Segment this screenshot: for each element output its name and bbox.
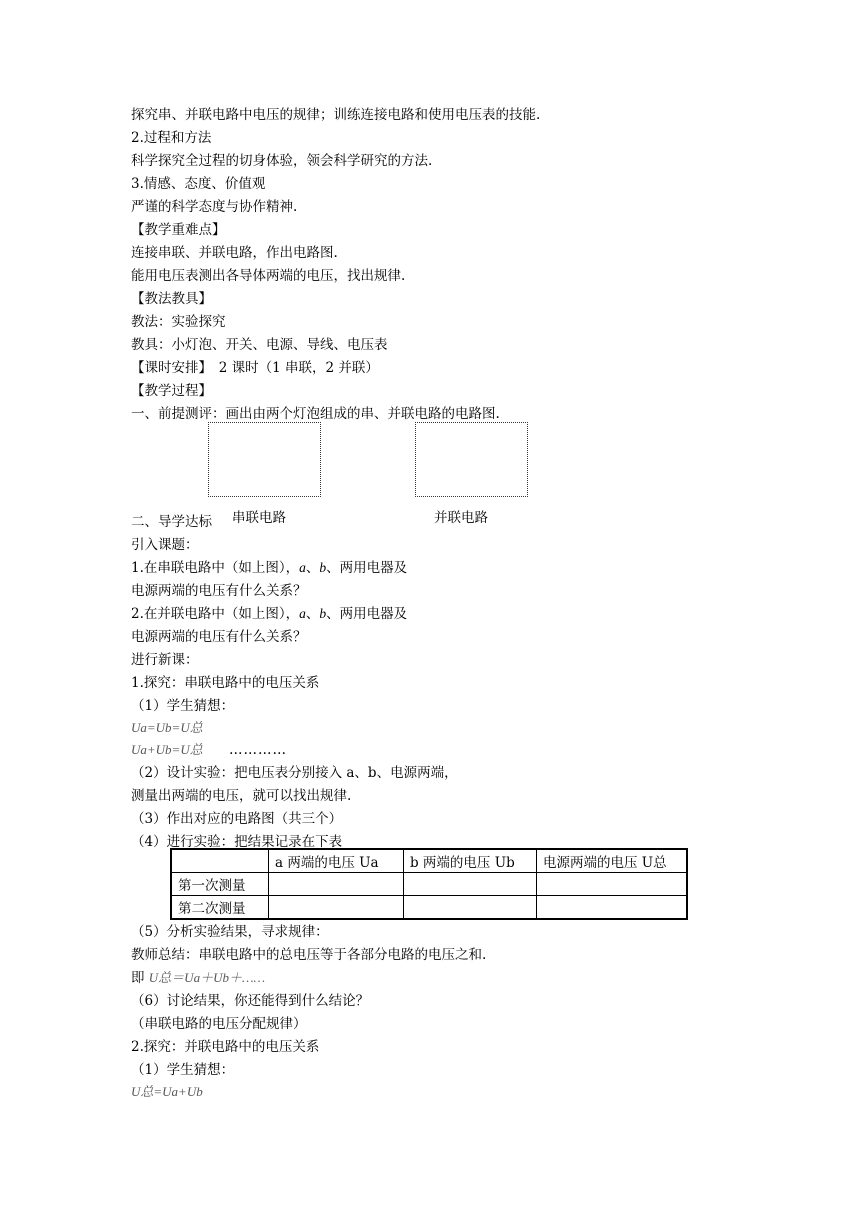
table-header-cell xyxy=(171,849,269,873)
section-heading: 【教学过程】 xyxy=(131,383,212,399)
section-heading: 【教学重难点】 xyxy=(131,222,226,238)
section-heading: 2.过程和方法 xyxy=(131,130,212,146)
variable-b: b xyxy=(319,606,327,621)
section-heading: 二、导学达标 xyxy=(131,514,212,530)
variable-a: a xyxy=(299,606,306,621)
table-cell xyxy=(404,873,537,896)
table-row-label: 第一次测量 xyxy=(171,873,269,896)
text-line: 教师总结：串联电路中的总电压等于各部分电路的电压之和. xyxy=(131,947,487,963)
variable-b: b xyxy=(319,560,327,575)
formula-guess-1: Ua=Ub=U总 xyxy=(131,720,203,735)
text-line: （1）学生猜想： xyxy=(131,698,235,714)
series-circuit-drawing-box xyxy=(208,422,321,497)
text-line: 一、前提测评：画出由两个灯泡组成的串、并联电路的电路图. xyxy=(131,406,500,422)
table-cell xyxy=(537,873,688,896)
text-line: 1.探究：串联电路中的电压关系 xyxy=(131,675,320,691)
parallel-circuit-drawing-box xyxy=(415,422,528,497)
separator: 、 xyxy=(326,560,340,576)
separator: 、 xyxy=(305,560,320,576)
summary-formula: U总＝Ua＋Ub＋…… xyxy=(148,970,266,985)
text-prefix: 即 xyxy=(131,970,149,986)
text-line: 连接串联、并联电路，作出电路图. xyxy=(131,245,338,261)
measurement-table xyxy=(170,848,688,920)
text-line: 能用电压表测出各导体两端的电压，找出规律. xyxy=(131,268,406,284)
series-circuit-caption: 串联电路 xyxy=(232,510,286,526)
summary-formula-line xyxy=(131,969,265,987)
text-line: 进行新课： xyxy=(131,652,199,668)
text-line: 严谨的科学态度与协作精神. xyxy=(131,199,298,215)
table-header-cell: 电源两端的电压 U总 xyxy=(537,849,688,873)
variable-a: a xyxy=(299,560,306,575)
text-line: 教法：实验探究 xyxy=(131,314,226,330)
section-heading: 3.情感、态度、价值观 xyxy=(131,176,266,192)
table-row-label: 第二次测量 xyxy=(171,896,269,920)
text-line: 电源两端的电压有什么关系？ xyxy=(131,583,307,599)
table-header-row xyxy=(171,849,687,873)
table-cell xyxy=(404,896,537,920)
text-line: （串联电路的电压分配规律） xyxy=(131,1016,307,1032)
parallel-circuit-caption: 并联电路 xyxy=(434,510,488,526)
section-heading: 【教法教具】 xyxy=(131,291,212,307)
text-line: （6）讨论结果，你还能得到什么结论？ xyxy=(131,993,370,1009)
question-text: 两用电器及 xyxy=(339,606,408,622)
text-line: 教具：小灯泡、开关、电源、导线、电压表 xyxy=(131,337,388,353)
question-text: 2.在并联电路中（如上图）， xyxy=(131,606,300,622)
table-header-cell: b 两端的电压 Ub xyxy=(404,849,537,873)
table-header-cell: a 两端的电压 Ua xyxy=(269,849,404,873)
text-line: 电源两端的电压有什么关系？ xyxy=(131,629,307,645)
section-heading: 【课时安排】 2 课时（1 串联，2 并联） xyxy=(131,360,379,376)
text-line: （5）分析实验结果，寻求规律： xyxy=(131,924,329,940)
text-line: （2）设计实验：把电压表分别接入 a、b、电源两端， xyxy=(131,765,458,781)
table-row xyxy=(171,896,687,920)
question-text: 1.在串联电路中（如上图）， xyxy=(131,560,300,576)
table-cell xyxy=(537,896,688,920)
table-cell xyxy=(269,873,404,896)
question-line xyxy=(131,605,407,623)
text-line: 探究串、并联电路中电压的规律；训练连接电路和使用电压表的技能. xyxy=(131,107,541,123)
text-line: （4）进行实验：把结果记录在下表 xyxy=(131,834,343,850)
text-line: 2.探究：并联电路中的电压关系 xyxy=(131,1039,320,1055)
text-line: 引入课题： xyxy=(131,537,199,553)
formula-parallel-guess: U总=Ua+Ub xyxy=(131,1084,203,1099)
formula-guess-2-line xyxy=(131,741,287,759)
text-line: （3）作出对应的电路图（共三个） xyxy=(131,811,343,827)
question-text: 两用电器及 xyxy=(339,560,408,576)
separator: 、 xyxy=(305,606,320,622)
ellipsis: ………… xyxy=(229,742,288,758)
formula-guess-2: Ua+Ub=U总 xyxy=(131,742,203,757)
separator: 、 xyxy=(326,606,340,622)
text-line: （1）学生猜想： xyxy=(131,1062,235,1078)
table-row xyxy=(171,873,687,896)
text-line: 科学探究全过程的切身体验，领会科学研究的方法. xyxy=(131,153,433,169)
question-line xyxy=(131,559,407,577)
text-line: 测量出两端的电压，就可以找出规律. xyxy=(131,788,352,804)
table-cell xyxy=(269,896,404,920)
